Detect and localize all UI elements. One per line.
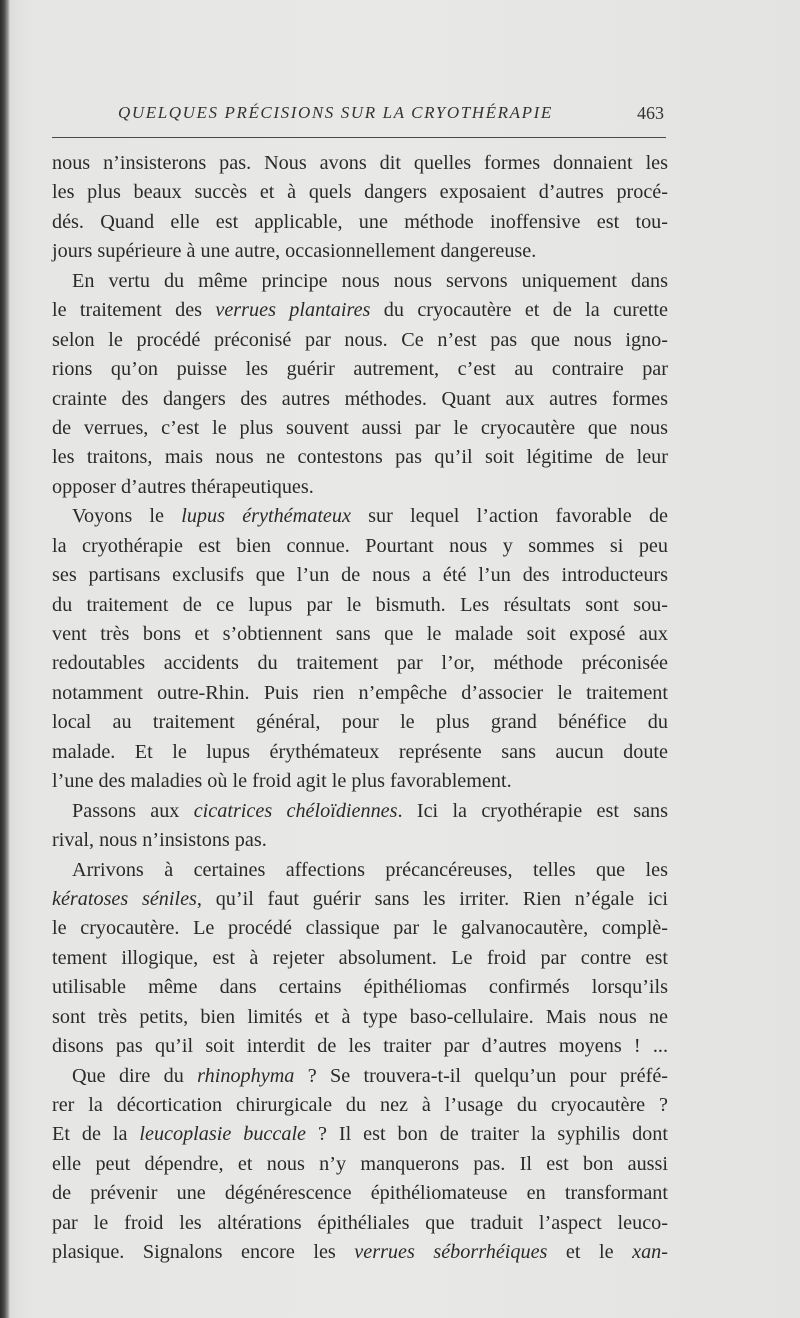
text-run: , qu’il faut guérir sans les irriter. Rien n’égale ici <box>196 887 668 910</box>
text-run: disons pas qu’il soit interdit de les traiter par d’autres moyens ! ... <box>52 1035 668 1058</box>
text-run: du traitement de ce lupus par le bismuth. Les résultats sont sou- <box>52 593 668 616</box>
text-line <box>52 385 668 414</box>
text-run: vent très bons et s’obtiennent sans que le malade soit exposé aux <box>52 623 668 645</box>
text-run: Arrivons à certaines affections précancéreuses, telles que les <box>72 858 668 881</box>
text-line <box>52 738 668 767</box>
text-run: ses partisans exclusifs que l’un de nous a été l’un des introducteurs <box>52 564 668 587</box>
italic-term: leucoplasie buccale <box>139 1123 307 1146</box>
text-line <box>52 1091 668 1120</box>
text-run: tement illogique, est à rejeter absolument. Le froid par contre est <box>52 946 668 969</box>
text-run: Et de la <box>52 1123 140 1146</box>
text-run: selon le procédé préconisé par nous. Ce n’est pas que nous igno- <box>52 328 668 351</box>
text-line <box>52 856 668 885</box>
text-line <box>52 443 668 472</box>
text-line <box>52 944 668 973</box>
text-line <box>52 973 668 1002</box>
text-run: de prévenir une dégénérescence épithéliomateuse en transformant <box>52 1182 668 1205</box>
text-line <box>52 679 668 708</box>
text-run: rions qu’on puisse les guérir autrement, c’est au contraire par <box>52 358 668 381</box>
text-run: les plus beaux succès et à quels dangers exposaient d’autres procé- <box>52 181 668 204</box>
text-line <box>52 1150 668 1179</box>
text-run: utilisable même dans certains épithéliomas confirmés lorsqu’ils <box>52 976 668 999</box>
text-line <box>52 591 668 620</box>
text-line <box>52 1179 668 1208</box>
text-run: par le froid les altérations épithéliales que traduit l’aspect leuco- <box>52 1211 668 1234</box>
text-line <box>52 620 668 649</box>
text-line <box>52 208 668 237</box>
text-run: nous n’insisterons pas. Nous avons dit quelles formes donnaient les <box>52 152 668 174</box>
page-number: 463 <box>637 103 664 123</box>
text-run: le traitement des <box>52 299 216 322</box>
text-line <box>52 914 668 943</box>
text-line <box>52 561 668 590</box>
text-run: dés. Quand elle est applicable, une méthode inoffensive est tou- <box>52 210 668 233</box>
text-line <box>52 767 668 796</box>
text-run: la cryothérapie est bien connue. Pourtant nous y sommes si peu <box>52 534 668 557</box>
text-run: rival, nous n’insistons pas. <box>52 829 267 852</box>
text-line <box>52 532 668 561</box>
italic-term: kératoses séniles <box>52 887 197 910</box>
running-title: QUELQUES PRÉCISIONS SUR LA CRYOTHÉRAPIE <box>118 103 553 122</box>
text-run: jours supérieure à une autre, occasionnellement dangereuse. <box>52 240 537 263</box>
text-run: local au traitement général, pour le plus grand bénéfice du <box>52 711 668 734</box>
text-line <box>52 1209 668 1238</box>
text-run: sur lequel l’action favorable de <box>350 505 669 528</box>
text-run: sont très petits, bien limités et à type baso-cellulaire. Mais nous ne <box>52 1005 668 1028</box>
text-run: malade. Et le lupus érythémateux représente sans aucun doute <box>52 740 668 763</box>
binding-edge <box>0 0 10 1318</box>
header-rule <box>52 137 666 138</box>
text-line <box>52 355 668 384</box>
text-run: rer la décortication chirurgicale du nez à l’usage du cryocautère ? <box>52 1094 668 1116</box>
text-line <box>52 1238 668 1267</box>
text-run: notamment outre-Rhin. Puis rien n’empêche d’associer le traitement <box>52 681 668 704</box>
text-line <box>52 1062 668 1091</box>
text-line <box>52 649 668 678</box>
text-run: ? Il est bon de traiter la syphilis dont <box>306 1123 668 1146</box>
text-run: redoutables accidents du traitement par l’or, méthode préconisée <box>52 652 668 675</box>
text-run: ? Se trouvera-t-il quelqu’un pour préfé- <box>294 1064 668 1087</box>
text-line <box>52 1120 668 1149</box>
text-run: Que dire du <box>72 1064 198 1087</box>
text-line <box>52 267 668 296</box>
text-line <box>52 326 668 355</box>
text-run: et le <box>547 1241 633 1264</box>
text-run: opposer d’autres thérapeutiques. <box>52 475 314 498</box>
italic-term: xan- <box>632 1241 668 1264</box>
text-line <box>52 178 668 207</box>
text-line <box>52 414 668 443</box>
text-run: de verrues, c’est le plus souvent aussi par le cryocautère que nous <box>52 416 668 439</box>
text-run: plasique. Signalons encore les <box>52 1241 355 1264</box>
text-line <box>52 473 668 502</box>
text-run: le cryocautère. Le procédé classique par le galvanocautère, complè- <box>52 917 668 940</box>
body-text <box>52 149 668 1268</box>
text-run: . Ici la cryothérapie est sans <box>397 799 669 822</box>
text-run: crainte des dangers des autres méthodes. Quant aux autres formes <box>52 387 668 410</box>
text-run: du cryocautère et de la curette <box>370 299 668 322</box>
text-line <box>52 1032 668 1061</box>
text-line <box>52 826 668 855</box>
text-line <box>52 296 668 325</box>
text-line <box>52 797 668 826</box>
italic-term: rhinophyma <box>197 1064 295 1087</box>
text-run: En vertu du même principe nous nous servons uniquement dans <box>72 269 668 292</box>
text-line <box>52 1003 668 1032</box>
text-run: Voyons le <box>72 505 182 528</box>
text-line <box>52 885 668 914</box>
text-line <box>52 149 668 178</box>
italic-term: cicatrices chéloïdiennes <box>193 799 398 822</box>
text-run: l’une des maladies où le froid agit le plus favorablement. <box>52 770 512 793</box>
text-run: les traitons, mais nous ne contestons pas qu’il soit légitime de leur <box>52 446 668 469</box>
italic-term: verrues plantaires <box>215 299 371 322</box>
italic-term: verrues séborrhéiques <box>354 1241 548 1264</box>
italic-term: lupus érythémateux <box>181 505 351 528</box>
text-line <box>52 237 668 266</box>
text-line <box>52 708 668 737</box>
text-run: elle peut dépendre, et nous n’y manquerons pas. Il est bon aussi <box>52 1152 668 1175</box>
text-line <box>52 502 668 531</box>
text-run: Passons aux <box>72 799 194 822</box>
page-header <box>52 103 666 129</box>
